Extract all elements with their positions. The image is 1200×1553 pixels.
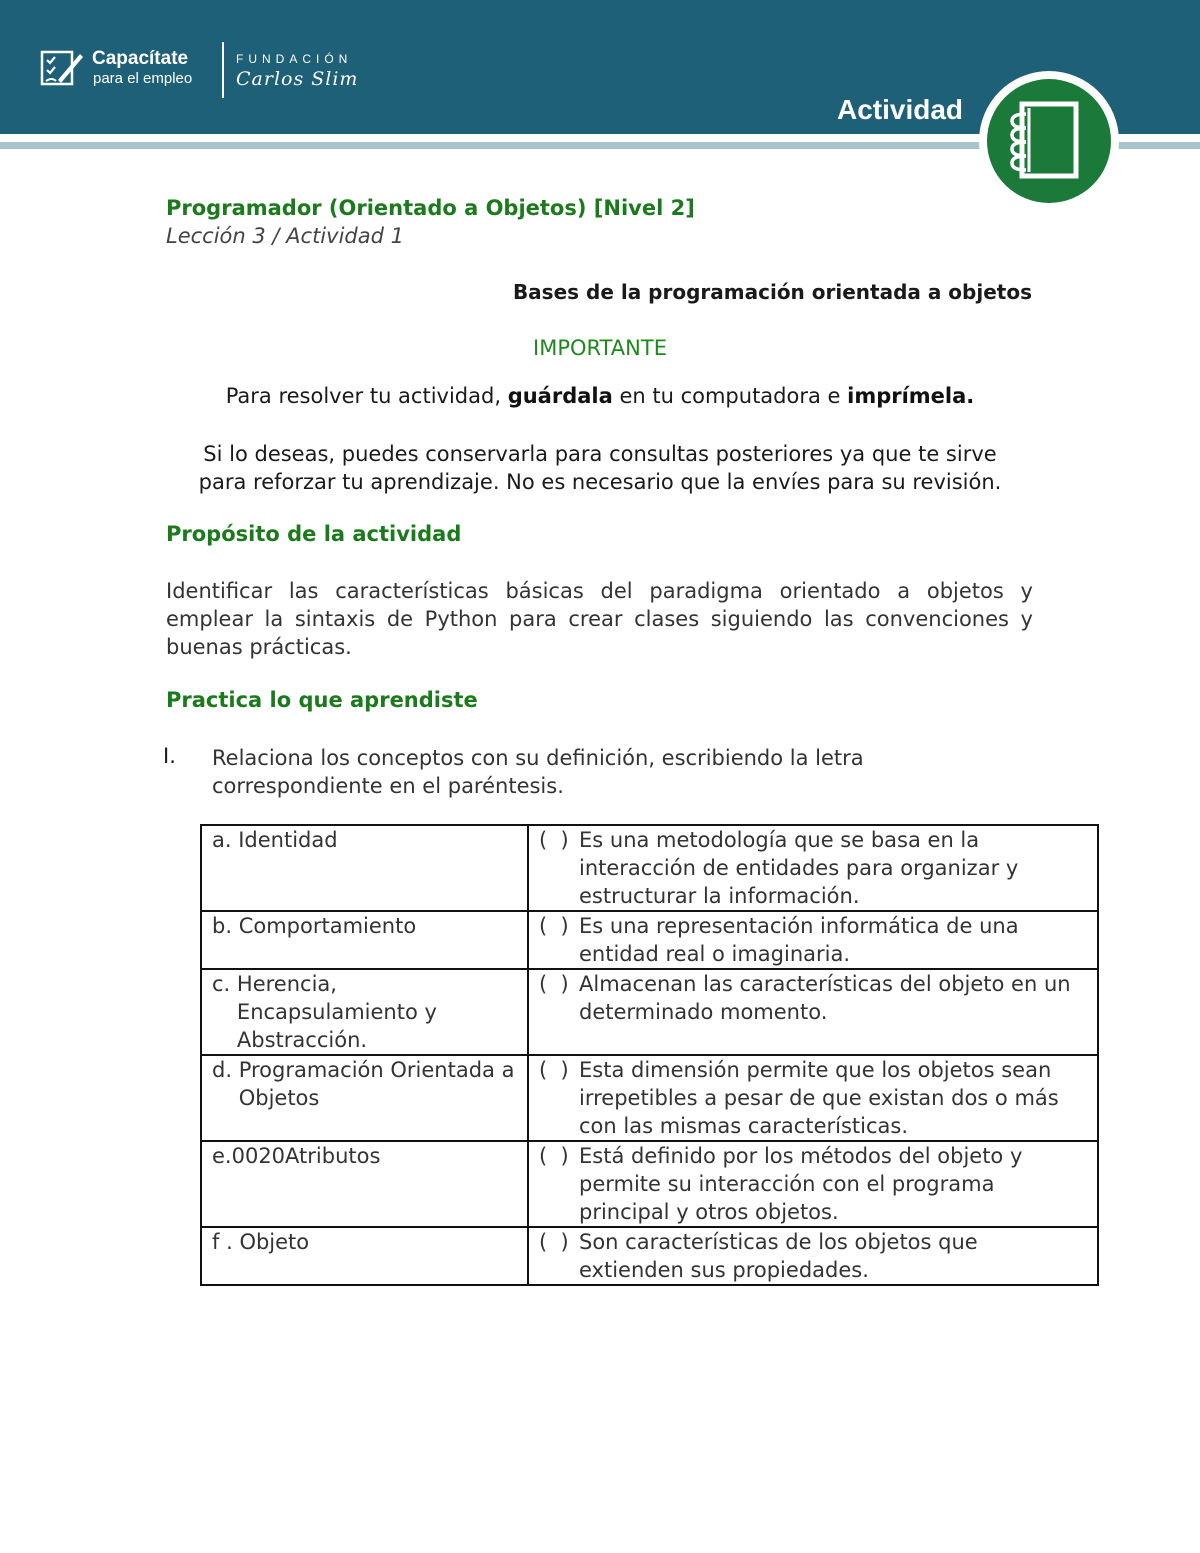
notebook-badge-icon: [978, 70, 1120, 212]
practice-heading: Practica lo que aprendiste: [166, 688, 478, 712]
concept-cell: [201, 1141, 528, 1227]
definition-cell: [528, 911, 1098, 969]
matching-table: [200, 824, 1099, 1286]
logo-divider: [222, 42, 224, 98]
answer-parenthesis[interactable]: ( ): [539, 828, 569, 852]
concept-letter: f .: [212, 1230, 233, 1254]
concept-text: Objeto: [239, 1230, 310, 1254]
activity-topic: Bases de la programación orientada a objetos: [512, 280, 1032, 304]
answer-parenthesis[interactable]: ( ): [539, 1230, 569, 1254]
instruction-text: Para resolver tu actividad,: [225, 384, 508, 408]
instruction-end: .: [966, 384, 975, 408]
concept-letter: c.: [212, 972, 231, 996]
definition-text: Es una metodología que se basa en la interacción de entidades para organizar y estructurar la información.: [579, 828, 1019, 908]
answer-parenthesis[interactable]: ( ): [539, 972, 569, 996]
concept-letter: e.0020: [212, 1144, 286, 1168]
question-text: Relaciona los conceptos con su definición, escribiendo la letra correspondiente en el paréntesis.: [212, 746, 864, 798]
instruction-bold-print: imprímela: [847, 384, 967, 408]
definition-text: Almacenan las características del objeto en un determinado momento.: [579, 972, 1071, 1024]
concept-cell: [201, 1227, 528, 1285]
concept-text: Comportamiento: [238, 914, 417, 938]
section-label: Actividad: [836, 94, 963, 125]
table-row: [201, 825, 1098, 911]
brand-name: Capacítate: [92, 48, 189, 69]
table-row: [201, 1055, 1098, 1141]
definition-cell: [528, 825, 1098, 911]
concept-text: Atributos: [285, 1144, 381, 1168]
concept-cell: [201, 1055, 528, 1141]
important-instruction: [0, 384, 1200, 408]
note-line: Si lo deseas, puedes conservarla para consultas posteriores ya que te sirve: [203, 442, 997, 466]
foundation-name-signature: Carlos Slim: [236, 68, 359, 90]
concept-letter: a.: [212, 828, 232, 852]
definition-cell: [528, 1141, 1098, 1227]
definition-cell: [528, 969, 1098, 1055]
concept-text: Herencia, Encapsulamiento y Abstracción.: [236, 972, 437, 1052]
brand-tagline: para el empleo: [93, 70, 193, 87]
instruction-bold-save: guárdala: [507, 384, 613, 408]
foundation-label: FUNDACIÓN: [236, 52, 353, 66]
table-row: [201, 1141, 1098, 1227]
important-label: IMPORTANTE: [533, 336, 667, 360]
definition-text: Son características de los objetos que extienden sus propiedades.: [579, 1230, 978, 1282]
concept-cell: [201, 825, 528, 911]
concept-text: Programación Orientada a Objetos: [238, 1058, 515, 1110]
concept-text: Identidad: [238, 828, 338, 852]
table-row: [201, 969, 1098, 1055]
answer-parenthesis[interactable]: ( ): [539, 1058, 569, 1082]
answer-parenthesis[interactable]: ( ): [539, 1144, 569, 1168]
definition-text: Esta dimensión permite que los objetos sean irrepetibles a pesar de que existan dos o más con las mismas características.: [579, 1058, 1059, 1138]
purpose-heading: Propósito de la actividad: [166, 522, 462, 546]
definition-cell: [528, 1227, 1098, 1285]
answer-parenthesis[interactable]: ( ): [539, 914, 569, 938]
instruction-text: en tu computadora e: [612, 384, 848, 408]
definition-cell: [528, 1055, 1098, 1141]
note-line: para reforzar tu aprendizaje. No es necesario que la envíes para su revisión.: [198, 470, 1002, 494]
concept-cell: [201, 969, 528, 1055]
purpose-text: Identificar las características básicas del paradigma orientado a objetos y emplear la sintaxis de Python para crear clases siguiendo las convenciones y buenas prácticas.: [166, 579, 1033, 659]
important-note: [150, 440, 1050, 496]
definition-text: Es una representación informática de una entidad real o imaginaria.: [579, 914, 1019, 966]
concept-letter: b.: [212, 914, 233, 938]
table-row: [201, 911, 1098, 969]
concept-cell: [201, 911, 528, 969]
definition-text: Está definido por los métodos del objeto y permite su interacción con el programa principal y otros objetos.: [579, 1144, 1023, 1224]
concept-letter: d.: [212, 1058, 233, 1082]
table-row: [201, 1227, 1098, 1285]
question-number: I.: [163, 744, 176, 768]
lesson-label: Lección 3 / Actividad 1: [166, 224, 404, 248]
checklist-pen-icon: [40, 48, 84, 88]
course-title: Programador (Orientado a Objetos) [Nivel 2]: [166, 196, 695, 220]
